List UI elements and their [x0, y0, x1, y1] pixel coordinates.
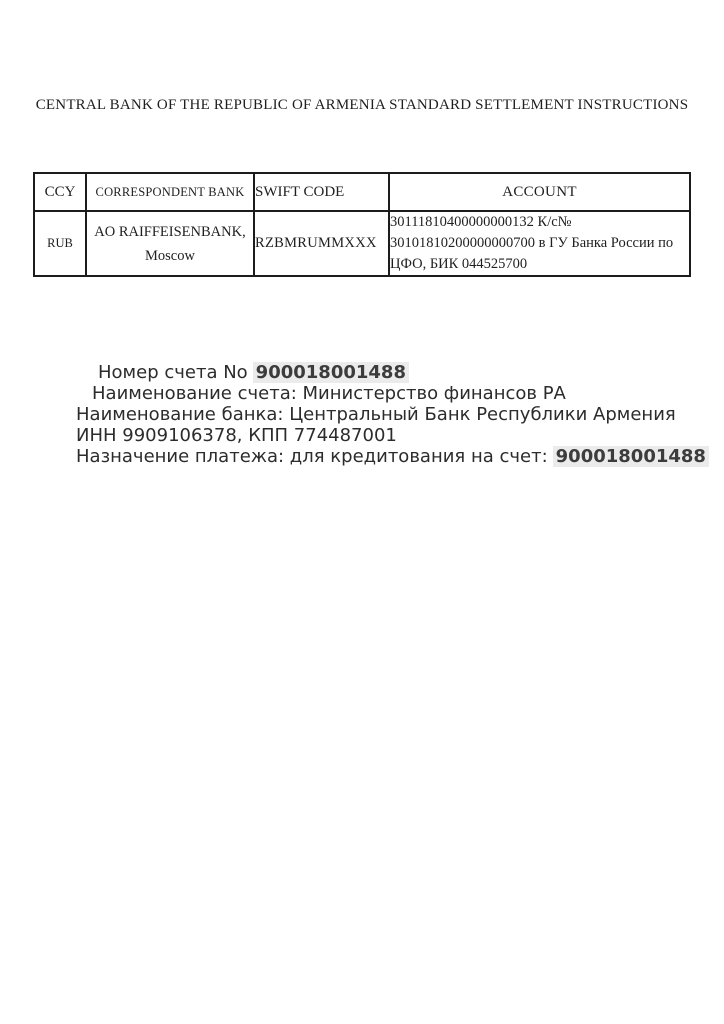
- bank-name-line: Наименование банка: Центральный Банк Республики Армения: [76, 404, 676, 425]
- account-line: 30111810400000000132 К/с№: [390, 214, 572, 230]
- account-name-line: Наименование счета: Министерство финансов РА: [92, 383, 566, 404]
- payment-purpose-label: Назначение платежа: для кредитования на счет:: [76, 446, 548, 467]
- cell-correspondent-bank: [86, 211, 254, 276]
- tax-ids-line: ИНН 9909106378, КПП 774487001: [76, 425, 397, 446]
- document-title: CENTRAL BANK OF THE REPUBLIC OF ARMENIA STANDARD SETTLEMENT INSTRUCTIONS: [35, 97, 689, 113]
- account-number-value: 900018001488: [253, 362, 409, 383]
- account-line: ЦФО, БИК 044525700: [390, 256, 528, 272]
- cell-account: [389, 211, 690, 276]
- payment-purpose-line: [76, 446, 706, 467]
- cell-swift-code: RZBMRUMMXXX: [254, 211, 389, 276]
- header-account: ACCOUNT: [389, 173, 690, 211]
- payment-details: [76, 362, 706, 467]
- bank-name-line: AO RAIFFEISENBANK,: [94, 223, 246, 240]
- account-number-label: Номер счета No: [98, 362, 248, 383]
- header-ccy: CCY: [34, 173, 86, 211]
- payment-purpose-value: 900018001488: [553, 446, 709, 467]
- table-row: [34, 211, 690, 276]
- table-header-row: [34, 173, 690, 211]
- cell-currency: RUB: [34, 211, 86, 276]
- settlement-instructions-table: [33, 172, 691, 277]
- bank-city-line: Moscow: [145, 247, 195, 264]
- header-swift-code: SWIFT CODE: [254, 173, 389, 211]
- account-number-line: [76, 362, 696, 383]
- header-correspondent-bank: CORRESPONDENT BANK: [86, 173, 254, 211]
- account-line: 30101810200000000700 в ГУ Банка России по: [390, 235, 674, 251]
